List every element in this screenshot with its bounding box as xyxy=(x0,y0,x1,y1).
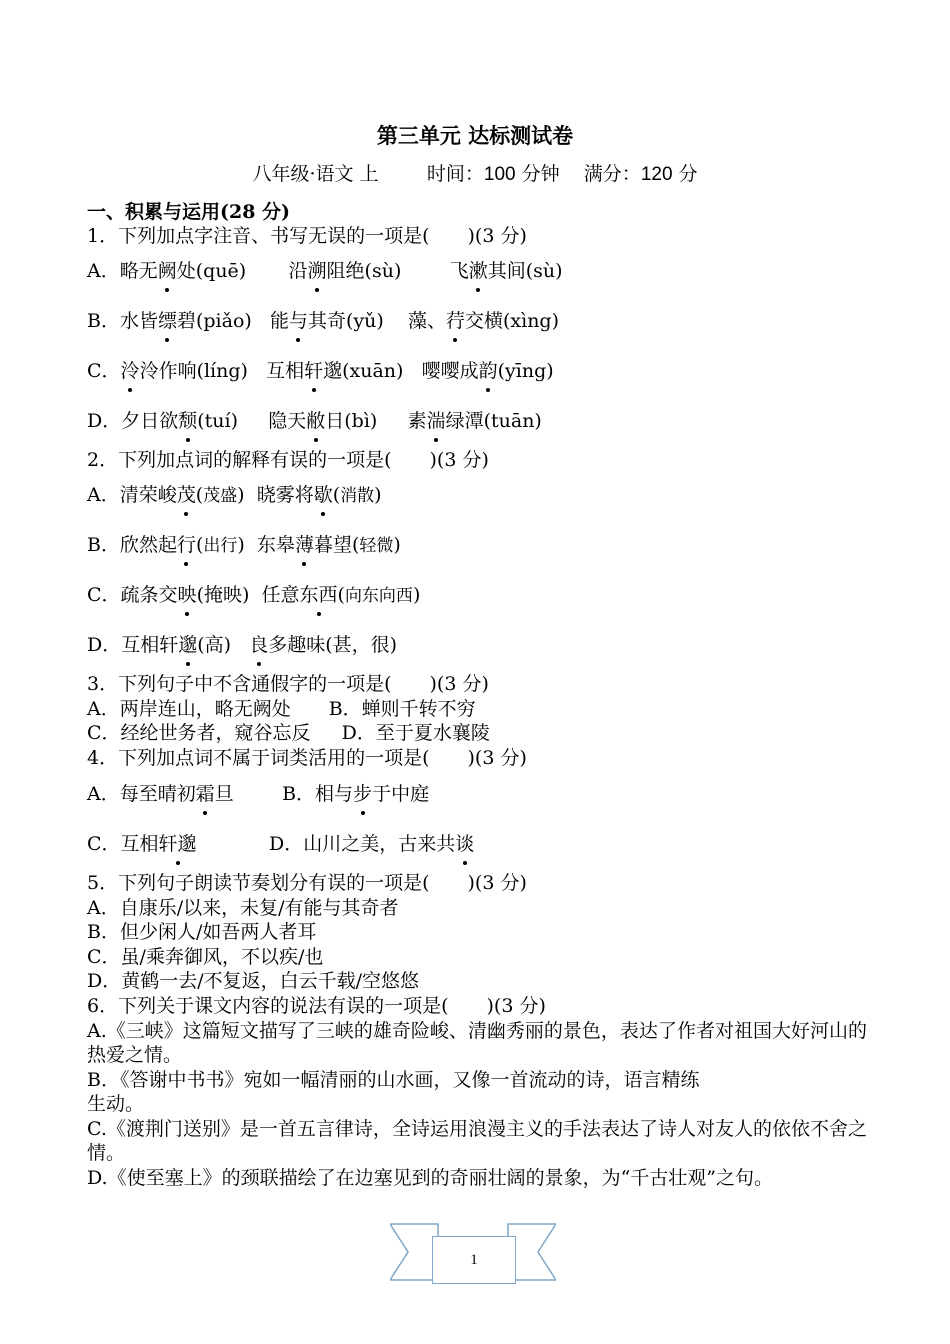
time-value: 100 xyxy=(483,164,516,185)
dotted-char: 良 xyxy=(249,634,269,656)
time-unit: 分钟 xyxy=(515,163,560,185)
question-4-stem: 4．下列加点词不属于词类活用的一项是( )(3 分) xyxy=(87,747,527,769)
question-5-stem: 5．下列句子朗读节奏划分有误的一项是( )(3 分) xyxy=(87,872,527,894)
dotted-char: 漱 xyxy=(468,260,488,282)
score-label: 满分： xyxy=(583,163,641,185)
dotted-char: 行 xyxy=(176,534,196,556)
dotted-char: 东西 xyxy=(299,584,338,606)
q6-option-c[interactable]: C.《渡荆门送别》是一首五言律诗，全诗运用浪漫主义的手法表达了诗人对友人的依依不舍之情。 xyxy=(87,1118,867,1164)
dotted-char: 颓 xyxy=(178,410,198,432)
dotted-char: 缥 xyxy=(157,310,177,332)
q3-options-cd[interactable]: C．经纶世务者，窥谷忘反 D．至于夏水襄陵 xyxy=(87,722,490,744)
dotted-char: 谈 xyxy=(455,833,475,855)
q5-option-c[interactable]: C．虽/乘奔御风，不以疾/也 xyxy=(87,946,324,968)
q1-option-b[interactable]: B．水皆缥碧(piǎo) 能与其奇(yǔ) 藻、荇交横(xìng) xyxy=(87,310,560,332)
exam-subtitle xyxy=(0,159,950,186)
q6-option-b-cont[interactable]: 生动。 xyxy=(87,1093,145,1115)
dotted-char: 溯 xyxy=(307,260,327,282)
q6-option-d[interactable]: D.《使至塞上》的颈联描绘了在边塞见到的奇丽壮阔的景象，为“千古壮观”之句。 xyxy=(87,1167,774,1189)
dotted-char: 霜 xyxy=(195,783,215,805)
q2-option-c[interactable]: C．疏条交映(掩映) 任意东西(向东向西) xyxy=(87,584,421,606)
q3-options-ab[interactable]: A．两岸连山，略无阙处 B．蝉则千转不穷 xyxy=(87,698,476,720)
dotted-char: 轩邈 xyxy=(158,833,197,855)
dotted-char: 泠 xyxy=(120,360,140,382)
question-2-stem: 2．下列加点词的解释有误的一项是( )(3 分) xyxy=(87,449,489,471)
dotted-char: 荇 xyxy=(445,310,465,332)
q5-option-b[interactable]: B．但少闲人/如吾两人者耳 xyxy=(87,921,317,943)
dotted-char: 茂 xyxy=(176,484,196,506)
q4-options-ab[interactable]: A．每至晴初霜旦 B．相与步于中庭 xyxy=(87,783,430,805)
dotted-char: 映 xyxy=(177,584,197,606)
dotted-char: 轩 xyxy=(304,360,324,382)
question-3-stem: 3．下列句子中不含通假字的一项是( )(3 分) xyxy=(87,673,489,695)
q1-option-d[interactable]: D．夕日欲颓(tuí) 隐天敝日(bì) 素湍绿潭(tuān) xyxy=(87,410,542,432)
exam-title: 第三单元 达标测试卷 xyxy=(376,123,574,148)
q5-option-a[interactable]: A．自康乐/以来，未复/有能与其奇者 xyxy=(87,897,399,919)
dotted-char: 步 xyxy=(353,783,373,805)
dotted-char: 韵 xyxy=(478,360,498,382)
q4-options-cd[interactable]: C．互相轩邈 D．山川之美，古来共谈 xyxy=(87,833,475,855)
question-1-stem: 1．下列加点字注音、书写无误的一项是( )(3 分) xyxy=(87,225,527,247)
q2-option-b[interactable]: B．欣然起行(出行) 东皋薄暮望(轻微) xyxy=(87,534,401,556)
q5-option-d[interactable]: D．黄鹤一去/不复返，白云千载/空悠悠 xyxy=(87,970,420,992)
dotted-char: 阙 xyxy=(157,260,177,282)
q2-option-d[interactable]: D．互相轩邈(高) 良多趣味(甚，很) xyxy=(87,634,398,656)
dotted-char: 薄 xyxy=(294,534,314,556)
dotted-char: 邈 xyxy=(178,634,198,656)
q2-option-a[interactable]: A．清荣峻茂(茂盛) 晓雾将歇(消散) xyxy=(87,484,382,506)
dotted-char: 湍 xyxy=(426,410,446,432)
dotted-char: 敝 xyxy=(306,410,326,432)
q1-option-a[interactable]: A．略无阙处(quē) 沿溯阻绝(sù) 飞漱其间(sù) xyxy=(87,260,563,282)
q6-option-b[interactable]: B．《答谢中书书》宛如一幅清丽的山水画，又像一首流动的诗，语言精练 xyxy=(87,1069,700,1091)
score-unit: 分 xyxy=(672,163,698,185)
q1-option-c[interactable]: C．泠泠作响(líng) 互相轩邈(xuān) 嘤嘤成韵(yīng) xyxy=(87,360,554,382)
question-6-stem: 6．下列关于课文内容的说法有误的一项是( )(3 分) xyxy=(87,995,546,1017)
score-value: 120 xyxy=(640,164,673,185)
time-label: 时间： xyxy=(426,163,484,185)
section-heading: 一、积累与运用(28 分) xyxy=(87,201,291,223)
grade-label: 八年级·语文 上 xyxy=(252,163,379,185)
dotted-char: 歇 xyxy=(313,484,333,506)
q6-option-a[interactable]: A.《三峡》这篇短文描写了三峡的雄奇险峻、清幽秀丽的景色，表达了作者对祖国大好河山的热爱之情。 xyxy=(87,1020,867,1066)
page-number: 1 xyxy=(432,1236,516,1284)
dotted-char: 与 xyxy=(288,310,308,332)
